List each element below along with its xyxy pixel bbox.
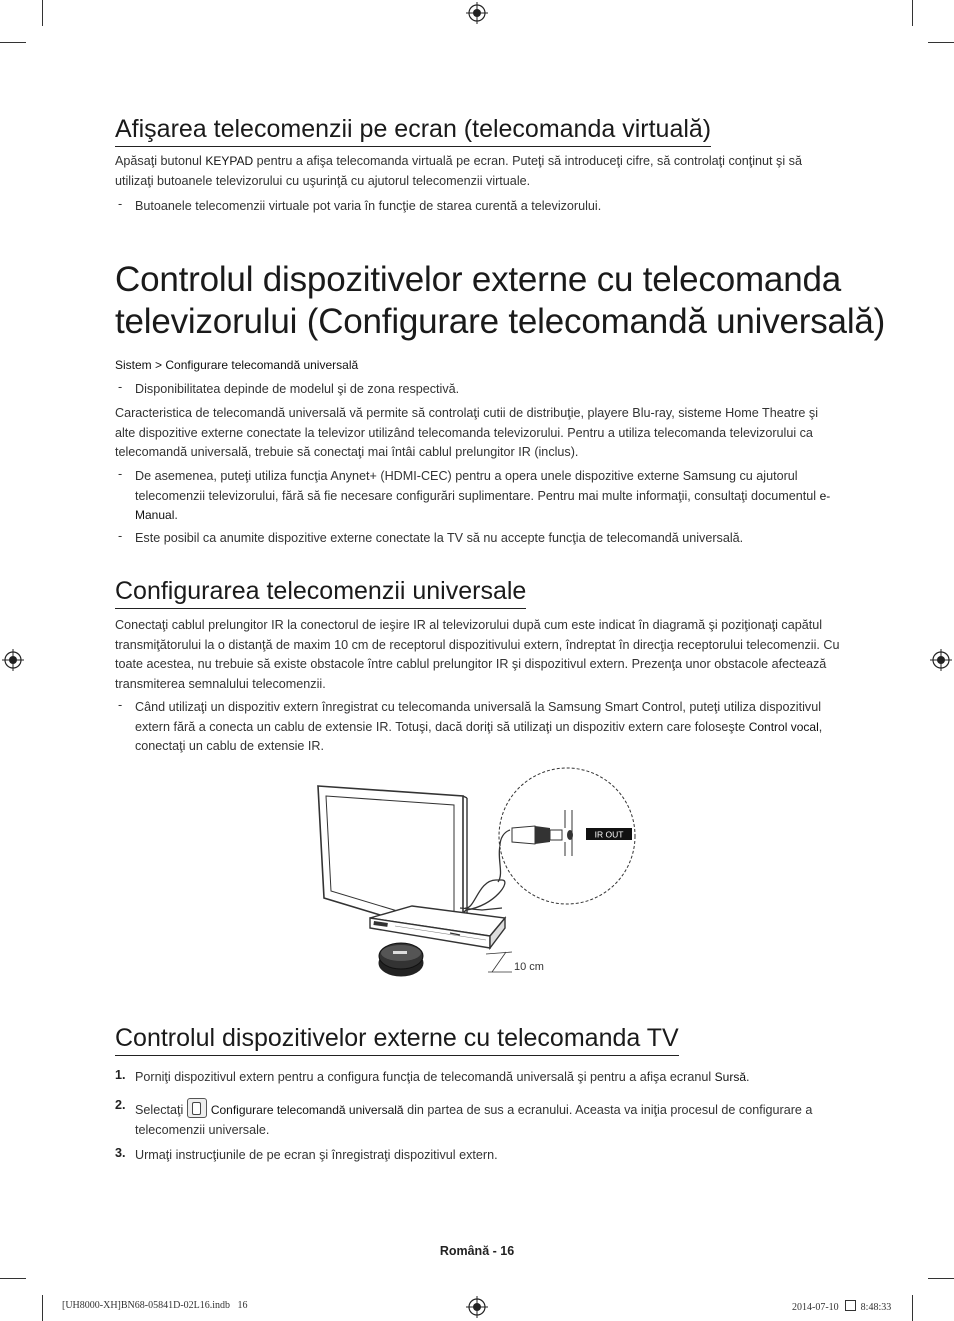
paragraph: Conectaţi cablul prelungitor IR la conectorul de ieşire IR al televizorului după cum este indicat în diagramă şi poziţionaţi capătul transmiţătorului la o distanţă de maxim 10 cm de receptorul dispozitivului extern, îndreptat în direcţia receptorului telecomenzii. Cu toate acestea, nu trebuie să existe obstacole între cablul prelungitor IR şi dispozitivul extern. Prezenţa unor obstacole afectează transmiterea semnalului telecomenzii.	[115, 618, 840, 691]
section-title-control-external: Controlul dispozitivelor externe cu telecomanda TV	[115, 1024, 679, 1056]
crop-mark	[912, 1295, 913, 1321]
note	[135, 698, 840, 757]
note-dash: -	[118, 467, 123, 481]
ir-connection-diagram	[300, 758, 645, 990]
text: De asemenea, puteţi utiliza funcţia Anynet+ (HDMI-CEC) pentru a opera unele dispozitive externe Samsung cu ajutorul telecomenzii televizorului, fără să fie necesare configurări suplimentare. Pentru mai multe informaţii, consultaţi documentul	[135, 469, 820, 503]
section-title-configure-remote: Configurarea telecomenzii universale	[115, 577, 526, 609]
clock-icon	[845, 1300, 856, 1311]
section-title-virtual-remote: Afişarea telecomenzii pe ecran (telecomanda virtuală)	[115, 115, 711, 147]
chapter-title	[115, 259, 885, 343]
registration-mark-icon	[466, 2, 488, 24]
date: 2014-07-10	[792, 1302, 839, 1313]
page-number: Română - 16	[439, 1244, 515, 1258]
keypad-key: KEYPAD	[205, 154, 254, 168]
chapter-title-line: Controlul dispozitivelor externe cu telecomanda	[115, 260, 841, 299]
paragraph	[115, 152, 840, 191]
menu-path	[115, 356, 840, 376]
file-info: [UH8000-XH]BN68-05841D-02L16.indb 16	[62, 1300, 248, 1311]
menu-path-item: Configurare telecomandă universală	[165, 358, 359, 372]
note: Butoanele telecomenzii virtuale pot varia în funcţie de starea curentă a televizorului.	[135, 199, 602, 213]
distance-label: 10 cm	[514, 961, 544, 973]
crop-mark	[928, 1278, 954, 1279]
registration-mark-icon	[2, 649, 24, 671]
paragraph: Caracteristica de telecomandă universală vă permite să controlaţi cutii de distribuţie, playere Blu-ray, sisteme Home Theatre şi alte dispozitive externe conectate la televizor utilizând telecomanda televizorului. Pentru a utiliza telecomanda televizorului ca telecomandă universală, trebuie să conectaţi mai întâi cablul prelungitor IR (inclus).	[115, 406, 818, 459]
note: Disponibilitatea depinde de modelul şi de zona respectivă.	[135, 382, 460, 396]
crop-mark	[928, 42, 954, 43]
text: din partea de sus a ecranului. Aceasta va iniţia procesul de configurare a telecomenzii universale.	[135, 1103, 813, 1137]
universal-remote-icon	[187, 1098, 207, 1118]
note-dash: -	[118, 698, 123, 712]
note	[135, 467, 840, 526]
menu-path-separator: >	[151, 358, 166, 372]
print-date	[792, 1300, 891, 1313]
e-manual-link: e-Manual	[135, 488, 831, 522]
ir-out-label: IR OUT	[594, 829, 624, 840]
crop-mark	[0, 1278, 26, 1279]
registration-mark-icon	[930, 649, 952, 671]
crop-mark	[42, 0, 43, 26]
text: , conectaţi un cablu de extensie IR.	[135, 719, 823, 753]
ir-blaster-icon	[379, 943, 423, 976]
note-dash: -	[118, 380, 123, 394]
menu-path-item: Sistem	[115, 358, 152, 372]
text: Selectaţi	[135, 1103, 187, 1117]
universal-remote-setup-label: Configurare telecomandă universală	[210, 1103, 404, 1117]
step	[135, 1098, 840, 1140]
text: Când utilizaţi un dispozitiv extern înregistrat cu telecomanda universală la Samsung Smart Control, puteţi utiliza dispozitivul extern fără a conecta un cablu de extensie IR. Totuşi, dacă doriţi să utilizaţi un dispozitiv extern care foloseşte	[135, 700, 821, 734]
crop-mark	[912, 0, 913, 26]
text: .	[746, 1070, 750, 1084]
step-number: 1.	[115, 1068, 126, 1082]
text: pentru a afişa telecomanda virtuală pe ecran. Puteţi să introduceţi cifre, să controlaţi conţinut şi să utilizaţi butoanele televizorului cu uşurinţă cu ajutorul telecomenzii virtuale.	[115, 154, 802, 188]
text: .	[174, 508, 178, 522]
step-number: 2.	[115, 1098, 126, 1112]
step	[135, 1068, 840, 1088]
step-number: 3.	[115, 1146, 126, 1160]
crop-mark	[0, 42, 26, 43]
note: Este posibil ca anumite dispozitive externe conectate la TV să nu accepte funcţia de telecomandă universală.	[135, 531, 744, 545]
note-dash: -	[118, 529, 123, 543]
source-screen-label: Sursă	[714, 1070, 747, 1084]
distance-marker	[486, 952, 512, 972]
text: Apăsaţi butonul	[115, 154, 206, 168]
step: Urmaţi instrucţiunile de pe ecran şi înregistraţi dispozitivul extern.	[135, 1148, 498, 1162]
crop-mark	[42, 1295, 43, 1321]
note-dash: -	[118, 197, 123, 211]
voice-control-label: Control vocal	[748, 719, 819, 734]
registration-mark-icon	[466, 1296, 488, 1318]
text: Porniţi dispozitivul extern pentru a configura funcţia de telecomandă universală şi pentru a afişa ecranul	[135, 1070, 715, 1084]
set-top-box-illustration	[370, 906, 505, 948]
time: 8:48:33	[860, 1302, 892, 1313]
chapter-title-line: televizorului (Configurare telecomandă universală)	[115, 302, 886, 341]
